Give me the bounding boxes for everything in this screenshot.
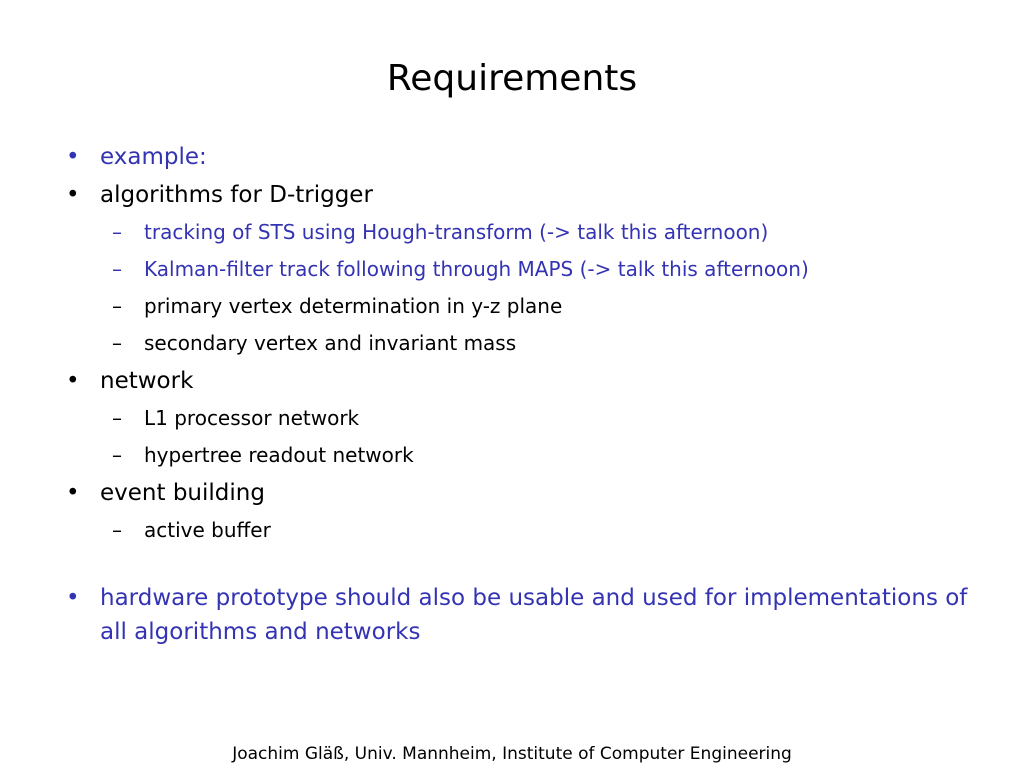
dash-marker: – xyxy=(112,443,122,467)
slide-footer: Joachim Gläß, Univ. Mannheim, Institute of Computer Engineering xyxy=(232,744,792,764)
sub-bullet-text: secondary vertex and invariant mass xyxy=(144,331,517,355)
bullet-marker: • xyxy=(66,480,80,506)
bullet-marker: • xyxy=(66,182,80,208)
bullet-list xyxy=(60,138,980,649)
sub-bullet-item-secondary-vertex xyxy=(60,325,980,362)
dash-marker: – xyxy=(112,257,122,281)
bullet-text: network xyxy=(100,368,194,394)
bullet-marker: • xyxy=(66,144,80,170)
bullet-item-network xyxy=(60,362,980,400)
sub-bullet-item-primary-vertex xyxy=(60,288,980,325)
dash-marker: – xyxy=(112,406,122,430)
bullet-text: event building xyxy=(100,480,265,506)
dash-marker: – xyxy=(112,331,122,355)
sub-bullet-item-kalman xyxy=(60,251,980,288)
bullet-text: algorithms for D-trigger xyxy=(100,182,373,208)
sub-bullet-item-hypertree xyxy=(60,437,980,474)
sub-bullet-text: Kalman-filter track following through MAPS (-> talk this afternoon) xyxy=(144,257,809,281)
slide-title: Requirements xyxy=(386,58,638,99)
bullet-marker: • xyxy=(66,368,80,394)
bullet-item-example xyxy=(60,138,980,176)
sub-bullet-text: hypertree readout network xyxy=(144,443,414,467)
dash-marker: – xyxy=(112,220,122,244)
bullet-item-event-building xyxy=(60,474,980,512)
sub-bullet-item-active-buffer xyxy=(60,512,980,549)
sub-bullet-text: primary vertex determination in y-z plane xyxy=(144,294,563,318)
sub-bullet-text: L1 processor network xyxy=(144,406,360,430)
bullet-item-hardware-prototype xyxy=(60,579,980,649)
sub-bullet-text: active buffer xyxy=(144,518,271,542)
bullet-text: example: xyxy=(100,144,207,170)
sub-bullet-item-tracking xyxy=(60,214,980,251)
spacer xyxy=(60,549,980,579)
bullet-marker: • xyxy=(66,585,80,611)
bullet-item-algorithms xyxy=(60,176,980,214)
sub-bullet-text: tracking of STS using Hough-transform (-> talk this afternoon) xyxy=(144,220,769,244)
dash-marker: – xyxy=(112,294,122,318)
sub-bullet-item-l1-network xyxy=(60,400,980,437)
bullet-text: hardware prototype should also be usable and used for implementations of all algorithms and networks xyxy=(100,585,968,645)
dash-marker: – xyxy=(112,518,122,542)
